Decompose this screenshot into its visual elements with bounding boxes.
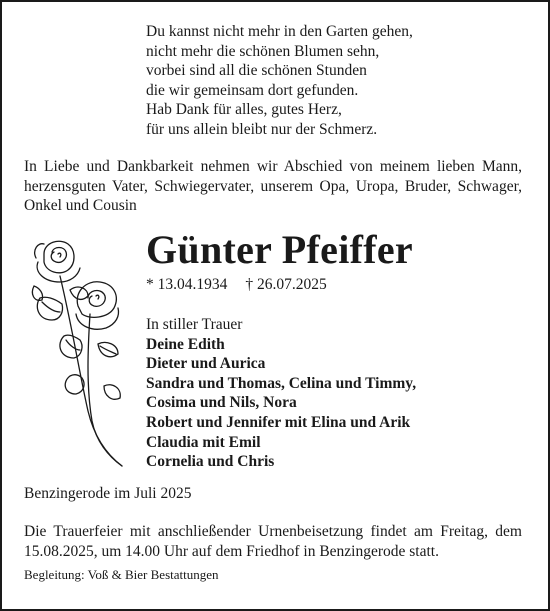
- place-date: Benzingerode im Juli 2025: [24, 485, 192, 502]
- life-dates: [146, 276, 327, 294]
- ceremony-text: Die Trauerfeier mit anschließender Urnenbeisetzung findet am Freitag, dem 15.08.2025, um 14.00 Uhr auf dem Friedhof in Benzingerode statt.: [24, 523, 522, 560]
- poem-line: Hab Dank für alles, gutes Herz,: [146, 101, 342, 119]
- poem-line: die wir gemeinsam dort gefunden.: [146, 81, 359, 99]
- poem-line: für uns allein bleibt nur der Schmerz.: [146, 120, 378, 138]
- poem-line: nicht mehr die schönen Blumen sehn,: [146, 42, 380, 60]
- mourner-line: Deine Edith: [146, 335, 225, 353]
- funeral-home: Begleitung: Voß & Bier Bestattungen: [24, 567, 219, 582]
- intro-text: In Liebe und Dankbarkeit nehmen wir Abschied von meinem lieben Mann, herzensguten Vater, Schwiegervater, unserem Opa, Uropa, Bruder, Schwager, Onkel und Cousin: [24, 158, 522, 215]
- mourner-line: Cornelia und Chris: [146, 453, 275, 471]
- poem-line: Du kannst nicht mehr in den Garten gehen,: [146, 23, 413, 40]
- mourner-line: Claudia mit Emil: [146, 433, 261, 451]
- poem-line: vorbei sind all die schönen Stunden: [146, 62, 367, 80]
- mourner-line: Cosima und Nils, Nora: [146, 394, 297, 412]
- mourning-heading: In stiller Trauer: [146, 316, 243, 333]
- mourners-list: [146, 315, 416, 472]
- mourner-line: Robert und Jennifer mit Elina und Arik: [146, 413, 411, 431]
- mourner-line: Sandra und Thomas, Celina und Timmy,: [146, 374, 417, 392]
- poem: [146, 22, 413, 140]
- rose-icon: [30, 236, 138, 468]
- mourner-line: Dieter und Aurica: [146, 355, 266, 373]
- death-date: † 26.07.2025: [245, 276, 327, 293]
- deceased-name: Günter Pfeiffer: [146, 227, 413, 272]
- birth-date: * 13.04.1934: [146, 276, 228, 293]
